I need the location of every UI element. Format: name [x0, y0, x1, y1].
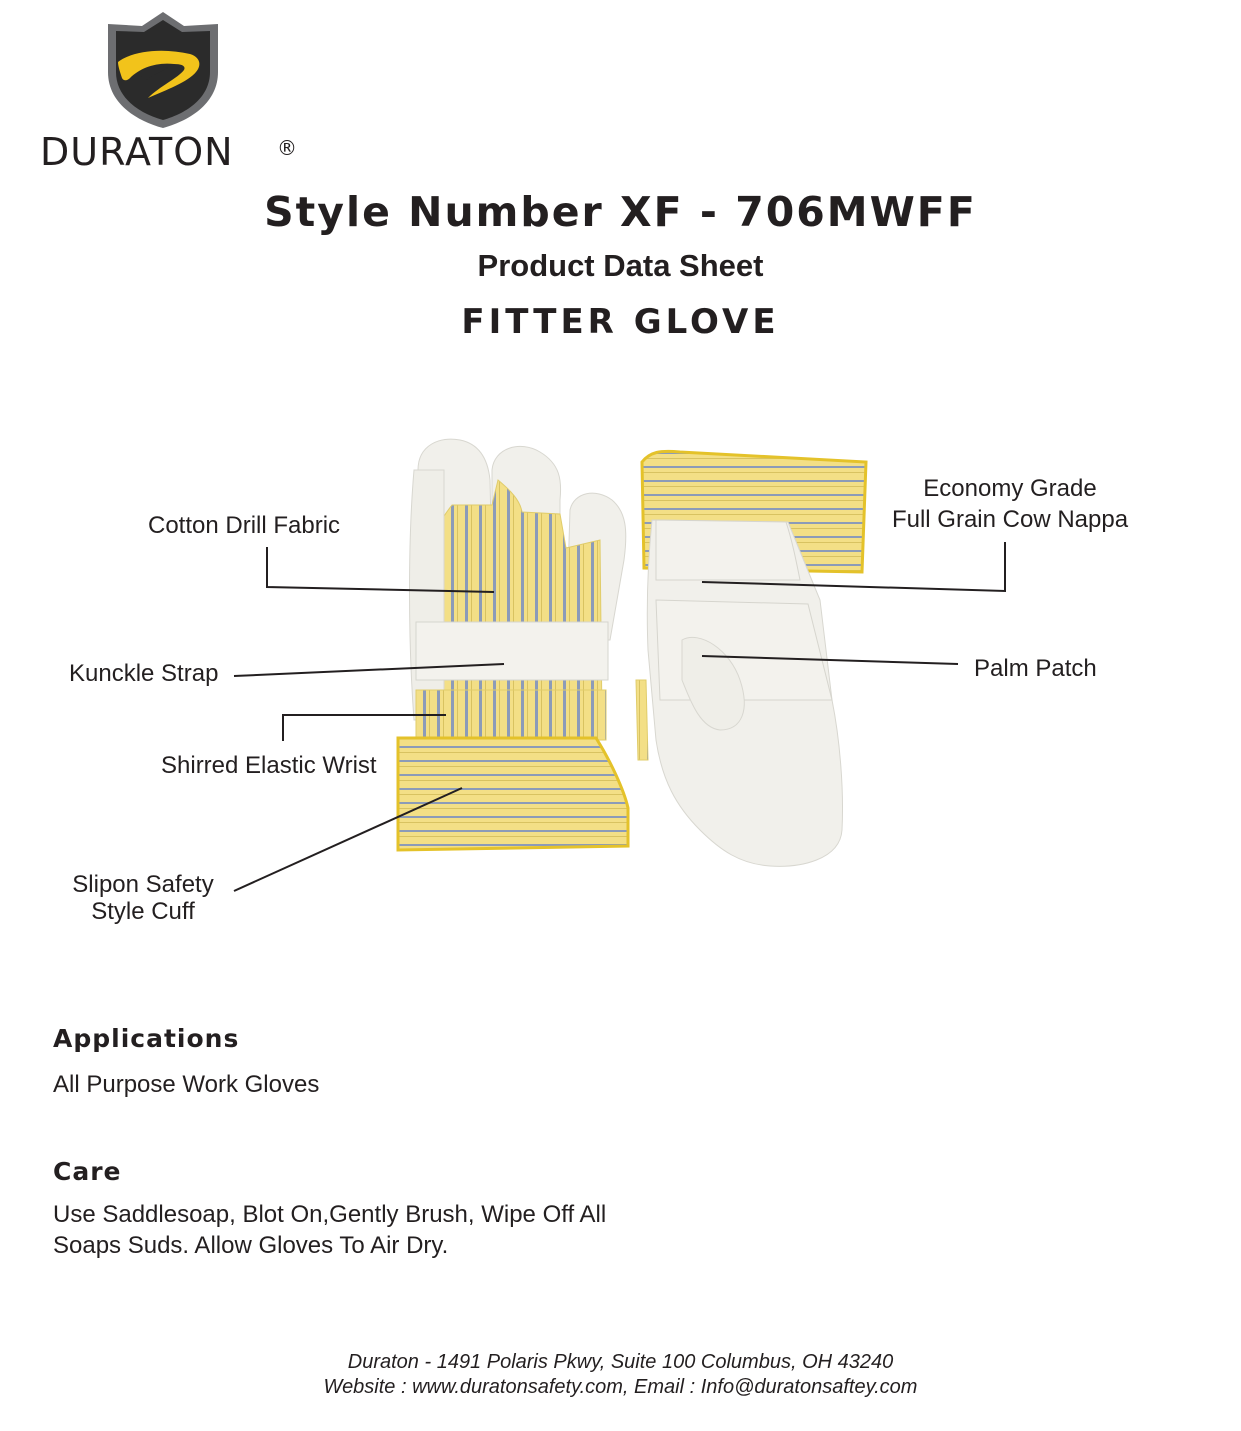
callout-palm-patch: Palm Patch: [974, 655, 1097, 682]
brand-name: DURATON: [40, 130, 234, 174]
right-glove: [636, 451, 866, 866]
care-line-1: Use Saddlesoap, Blot On,Gently Brush, Wipe Off All: [53, 1201, 607, 1228]
applications-text: All Purpose Work Gloves: [53, 1071, 320, 1098]
callout-knuckle-strap: Kunckle Strap: [69, 660, 219, 687]
registered-mark: ®: [277, 136, 297, 160]
care-text: [53, 1199, 606, 1261]
style-number-title: Style Number XF - 706MWFF: [264, 188, 977, 236]
callout-shirred-wrist: Shirred Elastic Wrist: [161, 752, 377, 779]
callout-leather-line2: Full Grain Cow Nappa: [891, 506, 1129, 533]
product-name: FITTER GLOVE: [461, 302, 780, 342]
callout-leather: [874, 473, 1146, 535]
sheet-type-subtitle: Product Data Sheet: [477, 248, 764, 283]
footer-contact: Website : www.duratonsafety.com, Email : Info@duratonsaftey.com: [323, 1376, 918, 1398]
callout-cotton-drill: Cotton Drill Fabric: [148, 512, 341, 539]
footer-address: Duraton - 1491 Polaris Pkwy, Suite 100 Columbus, OH 43240: [347, 1351, 894, 1373]
left-glove: [398, 439, 628, 850]
applications-heading: Applications: [53, 1024, 240, 1053]
callout-cuff: [58, 871, 228, 925]
callout-cuff-line1: Slipon Safety: [72, 871, 214, 898]
callout-leather-line1: Economy Grade: [923, 475, 1097, 502]
care-heading: Care: [53, 1157, 122, 1186]
care-line-2: Soaps Suds. Allow Gloves To Air Dry.: [53, 1232, 449, 1259]
callout-cuff-line2: Style Cuff: [91, 898, 195, 925]
